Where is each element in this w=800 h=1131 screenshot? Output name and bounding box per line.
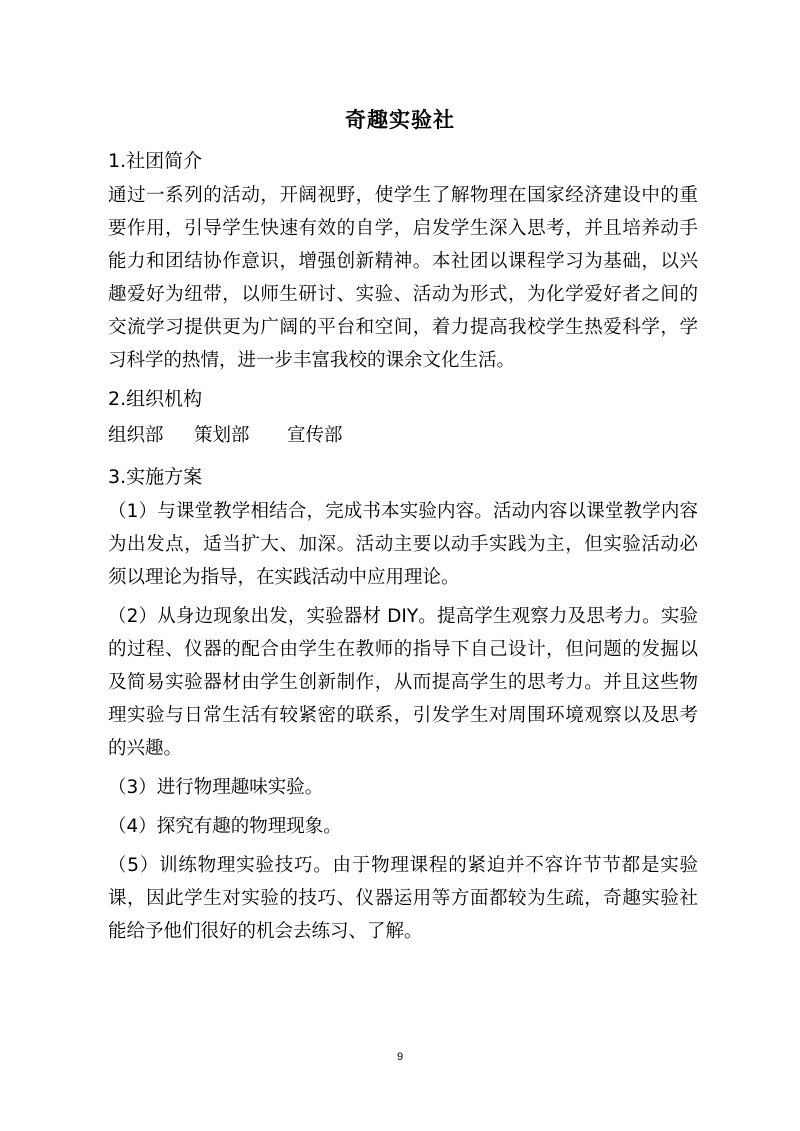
department-publicity: 宣传部 <box>287 425 343 446</box>
document-title: 奇趣实验社 <box>345 108 455 132</box>
plan-item-1: （1）与课堂教学相结合，完成书本实验内容。活动内容以课堂教学内容为出发点，适当扩大、加深。活动主要以动手实践为主，但实验活动必须以理论为指导，在实践活动中应用理论。 <box>108 501 698 588</box>
plan-item-2: （2）从身边现象出发，实验器材 DIY。提高学生观察力及思考力。实验的过程、仪器的配合由学生在教师的指导下自己设计，但问题的发掘以及简易实验器材由学生创新制作，从而提高学生的思考力。并且这些物理实验与日常生活有较紧密的联系，引发学生对周围环境观察以及思考的兴趣。 <box>108 606 698 759</box>
department-list <box>108 417 698 455</box>
section-heading-organization: 2.组织机构 <box>108 388 203 410</box>
plan-item-3: （3）进行物理趣味实验。 <box>108 777 324 798</box>
intro-paragraph: 通过一系列的活动，开阔视野，使学生了解物理在国家经济建设中的重要作用，引导学生快速有效的自学，启发学生深入思考，并且培养动手能力和团结协作意识，增强创新精神。本社团以课程学习为基础，以兴趣爱好为纽带，以师生研讨、实验、活动为形式，为化学爱好者之间的交流学习提供更为广阔的平台和空间，着力提高我校学生热爱科学，学习科学的热情，进一步丰富我校的课余文化生活。 <box>108 185 698 371</box>
page-number: 9 <box>396 1051 404 1063</box>
section-heading-intro: 1.社团简介 <box>108 150 203 172</box>
department-planning: 策划部 <box>194 425 250 446</box>
plan-item-5: （5）训练物理实验技巧。由于物理课程的紧迫并不容许节节都是实验课，因此学生对实验的技巧、仪器运用等方面都较为生疏，奇趣实验社能给予他们很好的机会去练习、了解。 <box>108 855 698 942</box>
department-organizing: 组织部 <box>108 425 164 446</box>
section-heading-plan: 3.实施方案 <box>108 466 203 488</box>
document-body <box>108 143 698 948</box>
plan-item-4: （4）探究有趣的物理现象。 <box>108 816 342 837</box>
